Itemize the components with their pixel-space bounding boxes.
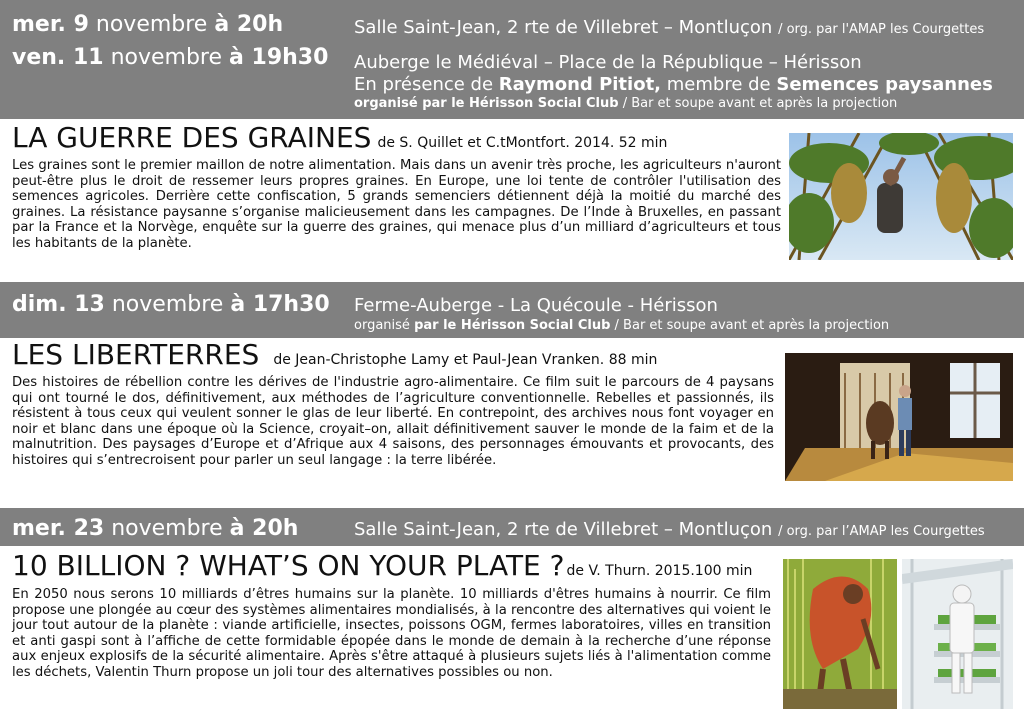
film3-photo-farmer xyxy=(783,559,897,709)
film3-photo-lab xyxy=(902,559,1013,709)
film1-credit: de S. Quillet et C.tMontfort. 2014. 52 min xyxy=(377,135,668,151)
film1-title-line xyxy=(12,121,667,154)
film3-title: 10 BILLION ? WHAT’S ON YOUR PLATE ? xyxy=(12,549,565,582)
header-band-1 xyxy=(0,0,1024,119)
event3-organizer: organisé par le Hérisson Social Club / Bar et soupe avant et après la projection xyxy=(354,318,890,333)
film3-credit: de V. Thurn. 2015.100 min xyxy=(566,563,753,579)
event4-date: mer. 23 novembre à 20h xyxy=(12,516,299,541)
film1-photo xyxy=(789,133,1013,260)
event2-date: ven. 11 novembre à 19h30 xyxy=(12,45,329,70)
header-band-3 xyxy=(0,508,1024,546)
header-band-2 xyxy=(0,282,1024,338)
event2-place: Auberge le Médiéval – Place de la République – Hérisson xyxy=(354,52,862,73)
film2-credit: de Jean-Christophe Lamy et Paul-Jean Vranken. 88 min xyxy=(273,352,658,368)
event1-place: Salle Saint-Jean, 2 rte de Villebret – Montluçon / org. par l'AMAP les Courgettes xyxy=(354,17,985,38)
film1-title: LA GUERRE DES GRAINES xyxy=(12,121,372,154)
film3-synopsis: En 2050 nous serons 10 milliards d’êtres humains sur la planète. 10 milliards d'êtres humains à nourrir. Ce film propose une plongée au cœur des systèmes alimentaires mondialisés, à la rencontre des alternatives qui voient le jour tout autour de la planète : viande artificielle, insectes, poissons OGM, fermes laboratoires, villes en transition et anti gaspi sont à l’affiche de cette formidable épopée dans le monde de demain à la recherche d’une réponse aux enjeux explosifs de la sécurité alimentaire. Après s'être attaqué à plusieurs sujets liés à l'alimentation comme les déchets, Valentin Thurn propose un joli tour des alternatives possibles ou non. xyxy=(12,587,771,680)
event3-date: dim. 13 novembre à 17h30 xyxy=(12,292,330,317)
film1-synopsis: Les graines sont le premier maillon de notre alimentation. Mais dans un avenir très proche, les agriculteurs n'auront peut-être plus le droit de ressemer leurs propres graines. En Europe, une loi tente de contrôler l'utilisation des semences agricoles. Derrière cette confiscation, 5 grands semenciers détiennent déjà la moitié du marché des graines. La résistance paysanne s’organise malicieusement dans les campagnes. De l’Inde à Bruxelles, en passant par la France et la Norvège, enquête sur la guerre des graines, qui menace plus d’un milliard d’agriculteurs et tous les habitants de la planète. xyxy=(12,158,781,251)
event4-place: Salle Saint-Jean, 2 rte de Villebret – Montluçon / org. par l’AMAP les Courgettes xyxy=(354,519,985,540)
film2-title-line xyxy=(12,338,657,371)
film2-photo xyxy=(785,353,1013,481)
event2-organizer: organisé par le Hérisson Social Club / Bar et soupe avant et après la projection xyxy=(354,96,898,111)
event2-presence: En présence de Raymond Pitiot, membre de Semences paysannes xyxy=(354,74,993,95)
film2-synopsis: Des histoires de rébellion contre les dérives de l'industrie agro-alimentaire. Ce film suit le parcours de 4 paysans qui ont tourné le dos, définitivement, aux méthodes de l’agriculture conventionnelle. Rebelles et passionnés, ils résistent à tous ceux qui veulent sonner le glas de leur liberté. En contrepoint, des archives nous font voyager en noir et blanc dans une époque où la Science, croyait–on, allait définitivement sauver le monde de la faim et de la malnutrition. Des paysages d’Europe et d’Afrique aux 4 saisons, des personnages émouvants et provocants, des histoires qui s’entrecroisent pour parler un seul langage : la terre libérée. xyxy=(12,375,774,468)
film2-title: LES LIBERTERRES xyxy=(12,338,260,371)
film3-title-line xyxy=(12,549,752,582)
event1-date: mer. 9 novembre à 20h xyxy=(12,12,284,37)
event3-place: Ferme-Auberge - La Quécoule - Hérisson xyxy=(354,295,718,316)
